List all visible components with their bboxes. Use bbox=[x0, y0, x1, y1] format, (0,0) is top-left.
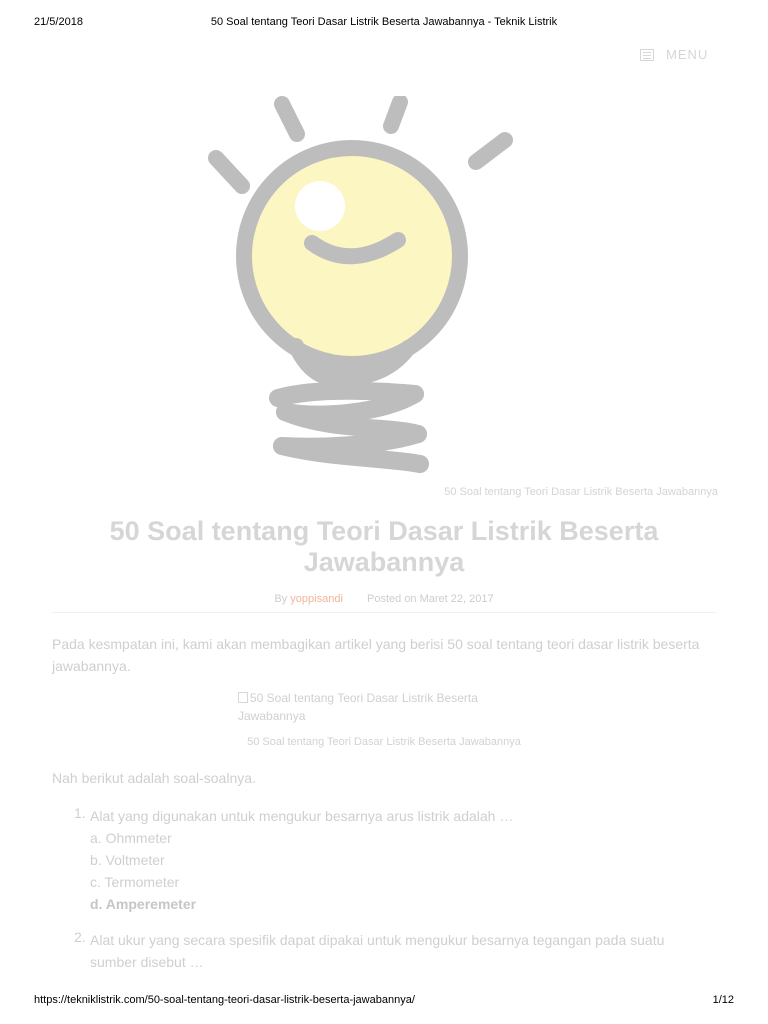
post-meta bbox=[0, 593, 768, 605]
print-footer bbox=[0, 994, 768, 1008]
posted-date: Posted on Maret 22, 2017 bbox=[367, 593, 494, 605]
question-text: Alat yang digunakan untuk mengukur besarnya arus listrik adalah … bbox=[90, 808, 514, 824]
menu-icon bbox=[640, 49, 654, 61]
hero-caption: 50 Soal tentang Teori Dasar Listrik Beserta Jawabannya bbox=[444, 486, 718, 498]
print-date: 21/5/2018 bbox=[34, 16, 83, 28]
question-item bbox=[68, 805, 708, 915]
print-url: https://tekniklistrik.com/50-soal-tentang-teori-dasar-listrik-beserta-jawabannya/ bbox=[34, 994, 415, 1006]
article-image bbox=[238, 689, 488, 725]
lead-text: Nah berikut adalah soal-soalnya. bbox=[52, 770, 256, 786]
by-label: By bbox=[274, 593, 288, 605]
print-header bbox=[0, 16, 768, 30]
page-number: 1/12 bbox=[712, 994, 734, 1006]
menu-label: MENU bbox=[666, 47, 709, 62]
image-caption: 50 Soal tentang Teori Dasar Listrik Beserta Jawabannya bbox=[247, 736, 521, 748]
answer-option: b. Voltmeter bbox=[90, 852, 165, 868]
question-number: 2. bbox=[74, 929, 86, 945]
question-number: 1. bbox=[74, 805, 86, 821]
broken-image-icon bbox=[238, 692, 248, 703]
image-alt-text: 50 Soal tentang Teori Dasar Listrik Beserta Jawabannya bbox=[238, 691, 478, 723]
print-page-title: 50 Soal tentang Teori Dasar Listrik Beserta Jawabannya - Teknik Listrik bbox=[210, 16, 558, 28]
question-list bbox=[68, 805, 708, 987]
divider bbox=[52, 612, 716, 613]
hero-image bbox=[200, 96, 540, 476]
answer-option: c. Termometer bbox=[90, 874, 180, 890]
post-title: 50 Soal tentang Teori Dasar Listrik Beserta Jawabannya bbox=[109, 516, 659, 577]
question-text: Alat ukur yang secara spesifik dapat dipakai untuk mengukur besarnya tegangan pada suatu sumber disebut … bbox=[90, 932, 665, 970]
intro-paragraph: Pada kesmpatan ini, kami akan membagikan artikel yang berisi 50 soal tentang teori dasar listrik beserta jawabannya. bbox=[52, 636, 700, 674]
author-link[interactable]: yoppisandi bbox=[290, 593, 343, 605]
correct-answer-option: d. Amperemeter bbox=[90, 896, 197, 912]
menu-button[interactable] bbox=[640, 47, 708, 62]
question-item bbox=[68, 929, 708, 973]
lightbulb-icon bbox=[200, 96, 540, 476]
answer-option: a. Ohmmeter bbox=[90, 830, 172, 846]
